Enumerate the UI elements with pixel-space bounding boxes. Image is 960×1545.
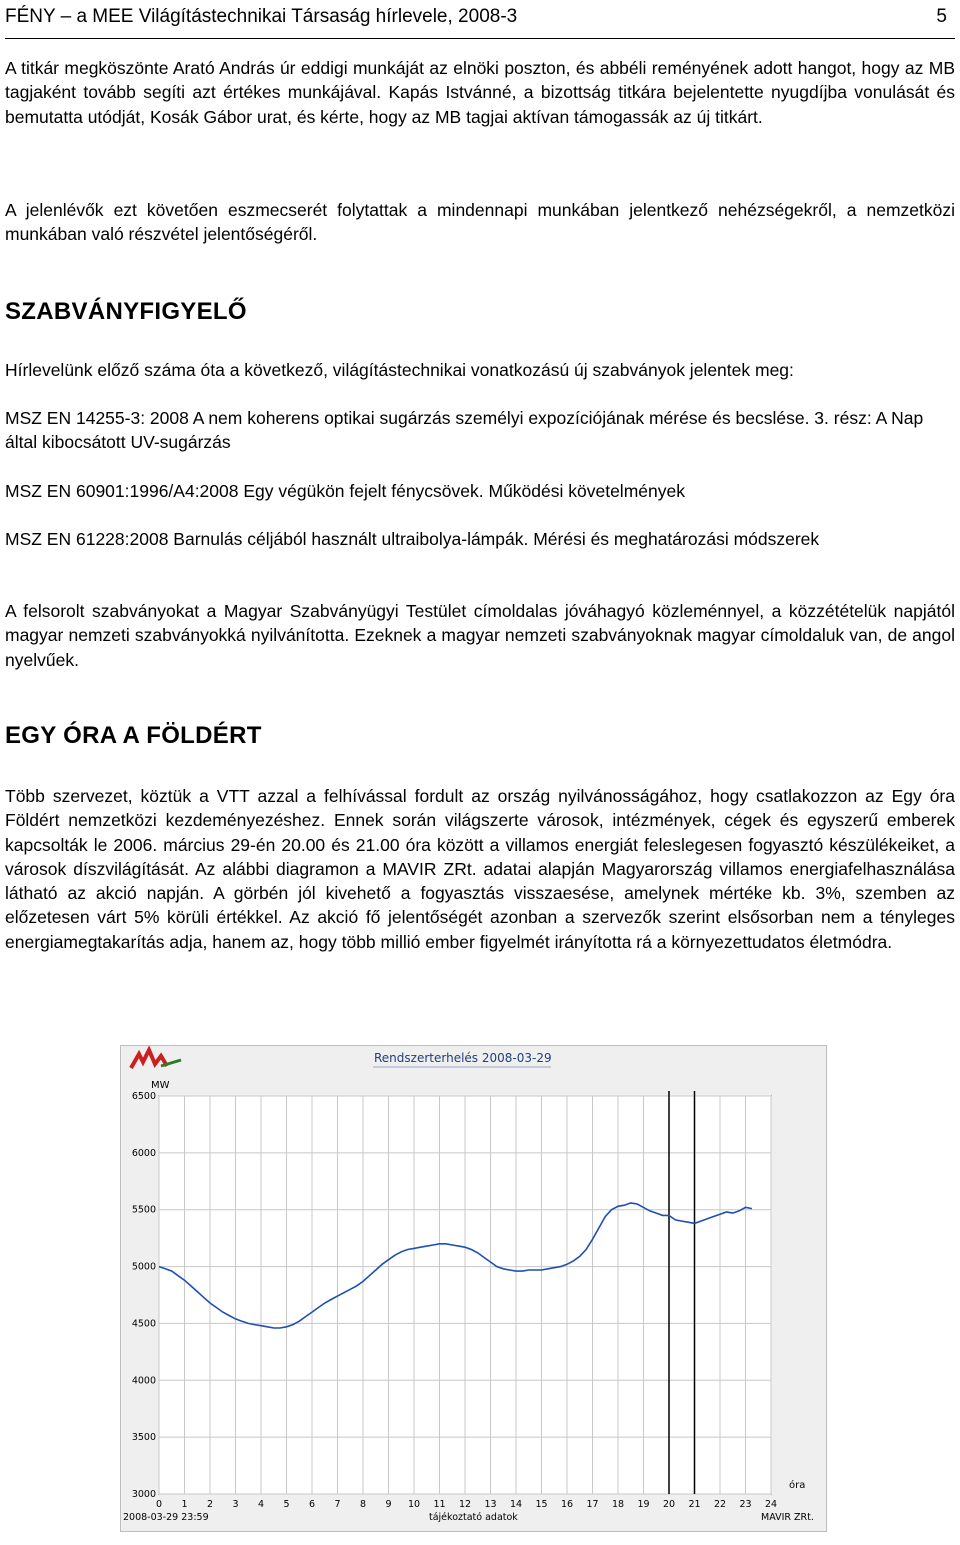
- standards-intro: Hírlevelünk előző száma óta a következő, világítástechnikai vonatkozású új szabványok jelentek meg:: [5, 360, 794, 380]
- y-tick-label: 3500: [131, 1432, 156, 1444]
- paragraph-secretary: A titkár megköszönte Arató András úr eddigi munkáját az elnöki poszton, és abbéli reményének adott hangot, hogy az MB tagjaként tovább segíti azt értékes munkájával. Kapás Istvánné, a bizottság titkára bejelentette nyugdíjba vonulását és bemutatta utódját, Kosák Gábor urat, és kérte, hogy az MB tagjai aktívan támogassák az új titkárt.: [5, 58, 955, 127]
- heading-earth-hour: EGY ÓRA A FÖLDÉRT: [5, 722, 262, 749]
- paragraph-discussion: A jelenlévők ezt követően eszmecserét folytattak a mindennapi munkában jelentkező nehézségekről, a nemzetközi munkában való részvétel jelentőségéről.: [5, 200, 955, 245]
- y-tick-label: 6000: [131, 1147, 156, 1159]
- x-tick-label: 10: [407, 1499, 421, 1510]
- x-tick-label: 24: [764, 1499, 778, 1510]
- standard-item-3: MSZ EN 61228:2008 Barnulás céljából használt ultraibolya-lámpák. Mérési és meghatározási módszerek: [5, 529, 820, 549]
- chart-footer-center: tájékoztató adatok: [429, 1512, 518, 1523]
- x-tick-label: 13: [484, 1499, 497, 1510]
- x-tick-label: 6: [308, 1499, 316, 1510]
- x-tick-label: 12: [458, 1499, 472, 1510]
- y-tick-label: 5500: [131, 1204, 156, 1216]
- page-header: [5, 2, 955, 39]
- x-tick-label: 19: [637, 1499, 650, 1510]
- chart-footer-left: 2008-03-29 23:59: [123, 1512, 209, 1523]
- newsletter-title: FÉNY – a MEE Világítástechnikai Társaság hírlevele, 2008-3: [5, 6, 518, 27]
- standard-item-2: MSZ EN 60901:1996/A4:2008 Egy végükön fejelt fénycsövek. Működési követelmények: [5, 481, 685, 501]
- x-tick-label: 9: [385, 1499, 392, 1510]
- plot-area: [132, 1091, 777, 1510]
- page-number: 5: [936, 6, 947, 27]
- load-chart: [120, 1045, 827, 1532]
- x-tick-label: 14: [509, 1499, 523, 1510]
- y-tick-label: 3000: [131, 1489, 156, 1500]
- chart-footer-right: MAVIR ZRt.: [761, 1512, 814, 1523]
- chart-title: Rendszerterhelés 2008-03-29: [374, 1051, 552, 1065]
- standard-item-1: MSZ EN 14255-3: 2008 A nem koherens optikai sugárzás személyi expozíciójának mérése és becslése. 3. rész: A Nap által kibocsátott UV-sugárzás: [5, 408, 924, 452]
- y-tick-label: 4000: [131, 1375, 156, 1387]
- y-tick-label: 6500: [131, 1091, 156, 1102]
- y-axis-unit: MW: [151, 1080, 170, 1091]
- x-tick-label: 17: [586, 1499, 599, 1510]
- y-tick-label: 5000: [131, 1261, 156, 1273]
- load-chart-svg: [121, 1046, 826, 1531]
- x-tick-label: 20: [662, 1499, 676, 1510]
- earth-hour-body: Több szervezet, köztük a VTT azzal a felhívással fordult az ország nyilvánosságához, hogy csatlakozzon az Egy óra Földért nemzetközi kezdeményezéshez. Ennek során világszerte városok, intézmények, cégek és egyszerű emberek kapcsolták le 2006. március 29-én 20.00 és 21.00 óra között a villamos energiát feleslegesen fogyasztó készülékeiket, a városok díszvilágítását. Az alábbi diagramon a MAVIR ZRt. adatai alapján Magyarország villamos energiafelhasználása látható az akció napján. A görbén jól kivehető a fogyasztás visszaesése, amelynek mértéke kb. 3%, szemben az előzetesen várt 5% körüli értékkel. Az akció fő jelentőségét azonban a szervezők szerint elsősorban nem a tényleges energiamegtakarítás adja, hanem az, hogy több millió ember figyelmét irányította rá a környezettudatos életmódra.: [5, 786, 955, 952]
- x-tick-label: 4: [257, 1499, 265, 1510]
- x-tick-label: 16: [560, 1499, 574, 1510]
- x-tick-label: 3: [232, 1499, 239, 1510]
- x-tick-label: 22: [713, 1499, 727, 1510]
- x-tick-label: 1: [181, 1499, 188, 1510]
- y-tick-label: 4500: [131, 1318, 156, 1330]
- x-tick-label: 21: [688, 1499, 701, 1510]
- x-axis-unit: óra: [789, 1480, 806, 1491]
- heading-standards: SZABVÁNYFIGYELŐ: [5, 298, 247, 325]
- x-tick-label: 0: [155, 1499, 163, 1510]
- x-tick-label: 5: [283, 1499, 290, 1510]
- x-tick-label: 15: [535, 1499, 548, 1510]
- x-tick-label: 2: [206, 1499, 214, 1510]
- x-tick-label: 7: [334, 1499, 341, 1510]
- standards-closing: A felsorolt szabványokat a Magyar Szabványügyi Testület címoldalas jóváhagyó közleménnyel, a közzétételük napjától magyar nemzeti szabványokká nyilvánította. Ezeknek a magyar nemzeti szabványoknak magyar címoldaluk van, de angol nyelvűek.: [5, 601, 955, 670]
- x-tick-label: 8: [359, 1499, 367, 1510]
- x-tick-label: 23: [739, 1499, 752, 1510]
- x-tick-label: 18: [611, 1499, 625, 1510]
- x-tick-label: 11: [433, 1499, 446, 1510]
